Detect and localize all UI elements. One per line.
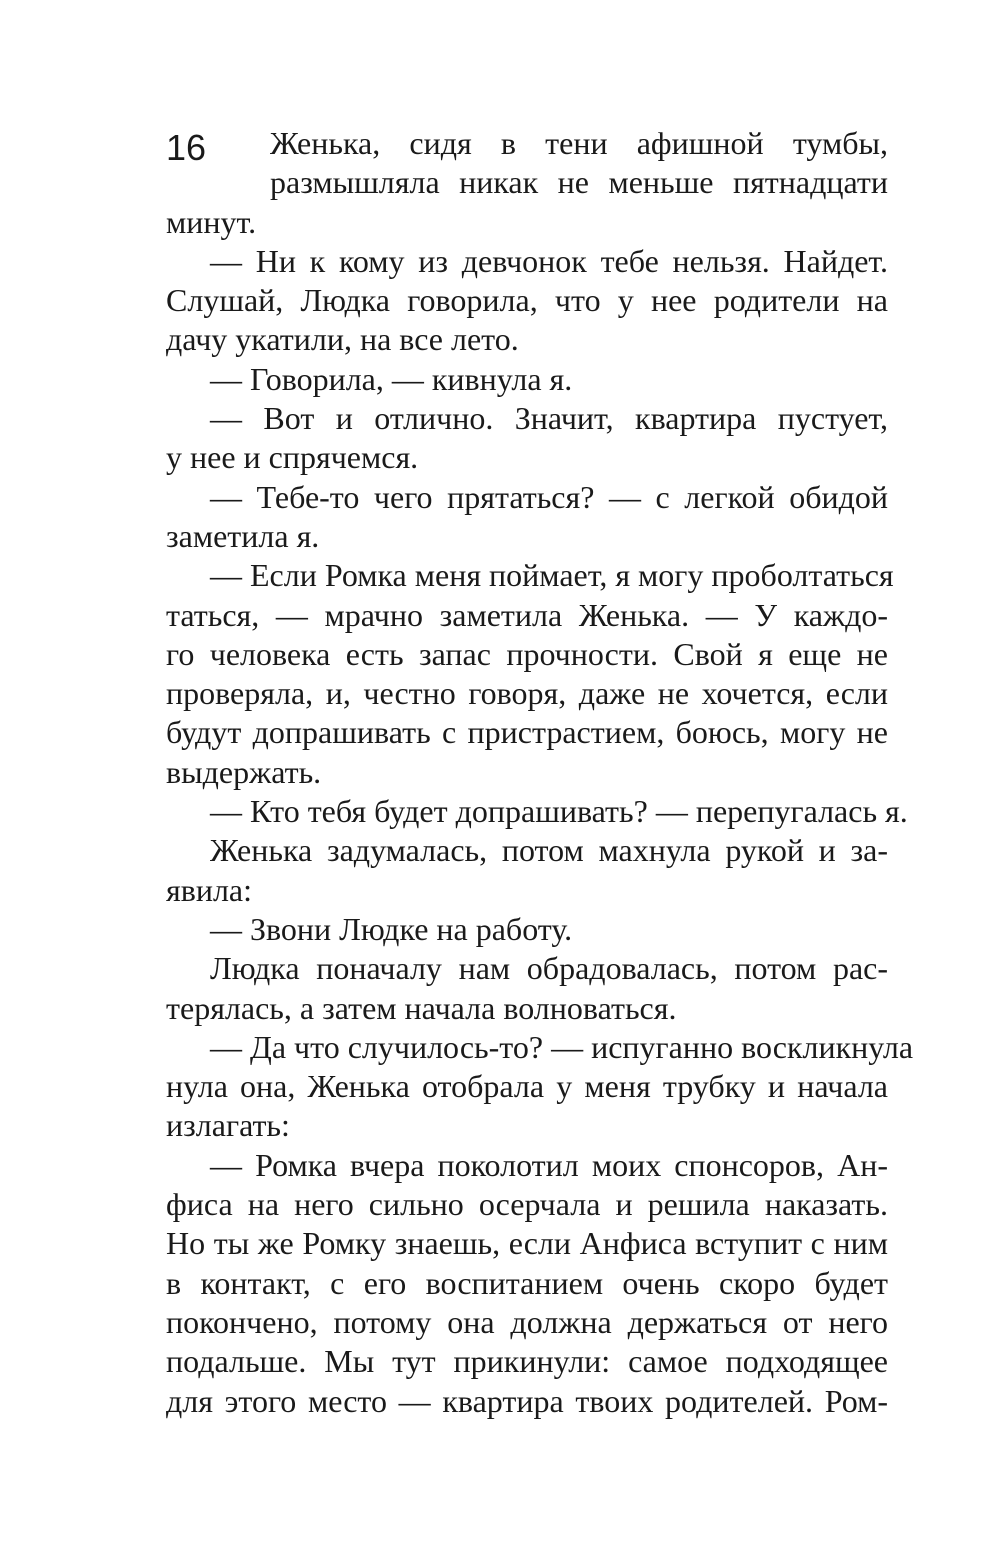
text-line: — Говорила, — кивнула я.	[210, 360, 573, 397]
text-line: нула она, Женька отобрала у меня трубку и начала	[166, 1068, 888, 1105]
text-line: заметила я.	[166, 517, 320, 554]
text-line: фиса на него сильно осерчала и решила наказать.	[166, 1186, 888, 1223]
text-line: Слушай, Людка говорила, что у нее родители на	[166, 282, 888, 319]
body-text	[166, 124, 914, 1421]
text-line: — Да что случилось-то? — испуганно воскликнула	[210, 1028, 914, 1065]
text-line: Женька, сидя в тени афишной тумбы,	[270, 125, 888, 161]
text-line: Женька задумалась, потом махнула рукой и за-	[210, 832, 888, 869]
text-line: в контакт, с его воспитанием очень скоро будет	[166, 1264, 888, 1301]
text-line: для этого место — квартира твоих родителей. Ром-	[166, 1382, 888, 1419]
text-line: го человека есть запас прочности. Свой я еще не	[166, 635, 888, 672]
text-line: у нее и спрячемся.	[166, 439, 419, 476]
text-line: дачу укатили, на все лето.	[166, 321, 519, 358]
text-line: проверяла, и, честно говоря, даже не хочется, если	[166, 675, 888, 712]
text-line: выдержать.	[166, 753, 322, 790]
text-line: терялась, а затем начала волноваться.	[166, 989, 677, 1026]
text-line: размышляла никак не меньше пятнадцати	[270, 164, 888, 201]
text-line: — Звони Людке на работу.	[210, 910, 573, 947]
text-line: явила:	[166, 871, 253, 908]
text-line: — Ни к кому из девчонок тебе нельзя. Найдет.	[210, 242, 888, 279]
text-line: — Кто тебя будет допрашивать? — перепугалась я.	[210, 793, 908, 830]
page-number: 16	[166, 127, 207, 168]
text-line: — Тебе-то чего прятаться? — с легкой обидой	[210, 478, 888, 515]
text-line: минут.	[166, 203, 257, 240]
text-line: — Ромка вчера поколотил моих спонсоров, Ан-	[210, 1146, 888, 1183]
text-line: — Если Ромка меня поймает, я могу проболтаться	[210, 557, 894, 594]
text-line: будут допрашивать с пристрастием, боюсь, могу не	[166, 714, 888, 751]
text-line: покончено, потому она должна держаться от него	[166, 1303, 888, 1340]
text-line: подальше. Мы тут прикинули: самое подходящее	[166, 1343, 888, 1380]
text-line: Но ты же Ромку знаешь, если Анфиса вступит с ним	[166, 1225, 888, 1262]
text-line: излагать:	[166, 1107, 290, 1144]
text-line: — Вот и отлично. Значит, квартира пустует,	[210, 400, 888, 437]
text-line: Людка поначалу нам обрадовалась, потом рас-	[210, 950, 888, 987]
text-line: таться, — мрачно заметила Женька. — У каждо-	[166, 596, 888, 633]
